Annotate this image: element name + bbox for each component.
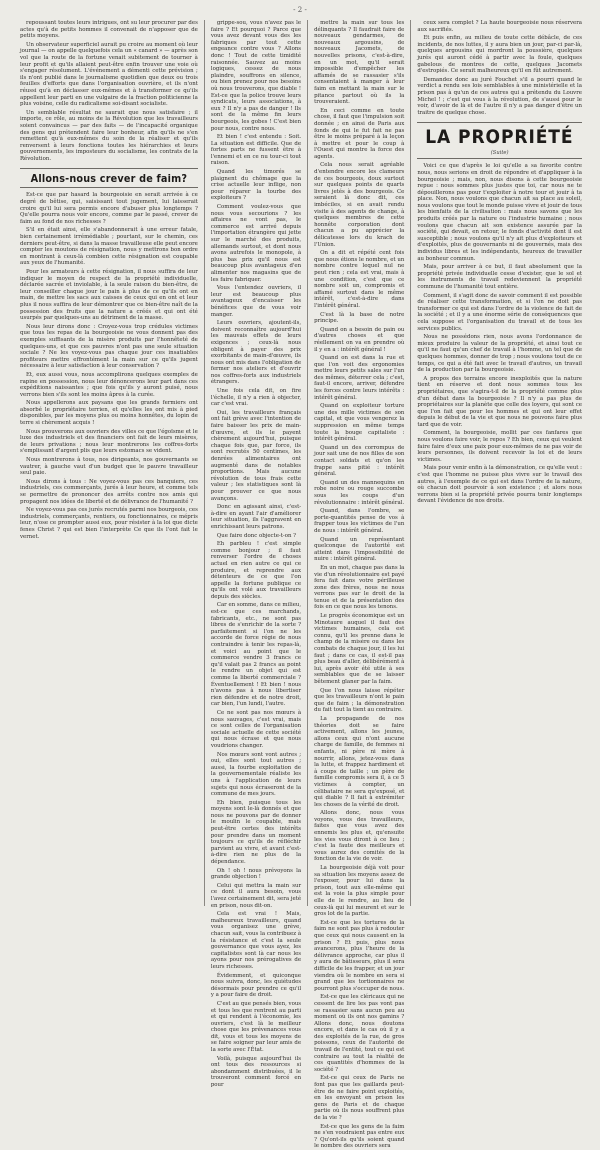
article-paragraph: Quand un des mannequins en robe noire ou rouge succombe sous les coups d'un révolutionnaire : intérêt général. [314,479,405,506]
article-paragraph: C'est là la base de notre principe. [314,311,405,325]
article-paragraph: Voilà, puisque aujourd'hui ils ont tous des ressources si abondamment distribuées, il le trouveront comment forcé en pour [210,1055,302,1089]
article-paragraph: Demandez donc au juré Fouchet s'il a pourri quand le verdict a rendu ses lois semblables à une ministérielle et la prison pas à qu'un de ces autres qui a prétendu du Louvre Michel ! ; c'est qui vous à la révolution, de s'aussi pour le voir, d'avoir de là et de l'autre il n'y a pas danger d'être un traitre de quelque chose. [417,76,582,116]
headline-allons-nous-crever-de-faim: Allons-nous crever de faim? [30,172,188,186]
article-paragraph: Le progrès économique est un Minotaure auquel il faut des victimes humaines, cela est connu, qu'il les prenne dans le champ de la misère ou dans les combats de chaque jour, il les lui faut ; dans ce cas, il est-il pas plus beau d'aller, délibérément à lui, après avoir été utile à ses semblables que de se laisser bêtement glaner par la faim. [314,613,405,685]
article-paragraph: Cela nous serait agréable d'entendre encore les clameurs de ces bourgeois, doux surtout sur quelques points de quarts livres jetés à des bourgeois. Ce seraient là donc dit, ces imbéciles, si en avait rendu visite à des agents de change, à quelques membres de cette honnête corporation dont chacun a pu apprécier la délicatesse lors du krach de l'Union. [314,162,405,248]
article-paragraph: Quand, dans l'ombre, se porte-quantités pense de vos à frapper tous les victimes de l'un de nous : intérêt général. [314,508,405,534]
article-paragraph: ceux sera complet ? La haute bourgeoisie nous réservera aux sacrifiés. [417,20,582,33]
article-paragraph: Est-ce que par hasard la bourgeoisie en serait arrivée à ce degré de bêtise, qui, saisissant tout jugement, lui laisserait croire qu'il lui sera permis encore d'abuser plus longtemps ? Qu'elle pourra nous voir encore, comme par le passé, crever de faim au fond de nos richesses ? [20,192,198,225]
article-paragraph: Ce ne sont pas nos mœurs à nous sauvages, c'est vrai, mais ce sont celles de l'organisation sociale actuelle de cette société qui nous écrase et que nous voudrions changer. [210,709,302,749]
column-4 [411,20,588,906]
article-paragraph: Quand on a besoin de pain ou d'autres choses et que réellement on va en prendre où il y en a : intérêt général ! [314,326,405,353]
article-paragraph: Allons donc, nous vous voyons, vous des travailleurs, faites que vous avez des ennemis les plus et, qu'ensuite les vies vous diront à ce lieu ; c'est la faute des meilleurs et vous aurez des comités de la fonction de la vie de voir. [314,810,405,863]
article-paragraph: Celui qui mettra la main sur ce dont il aura besoin, vous l'avez certainement dit, sera jeté en prison, nous dit-on. [210,882,302,909]
article-paragraph: Est-ce que les tortures de la faim ne sont pas plus à redouter que ceux qui nous causent en la prison ? Et puis, plus nous avancerons, plus l'heure de la délivrance approche, car plus il y aura de bâtisseurs, plus il sera difficile de les frapper, et un jour viendra où le nombre en sera si grand que les tortionnaires ne pourront plus s'occuper de nous. [314,919,405,992]
article-paragraph: La propagande de nos théories doit se faire activement, allons les jeunes, allons ceux qui n'ont aucune charge de famille, de femmes ni enfants, ni père ni mère à nourrir, allons, jetez-vous dans la lutte, et frappez hardiment et à coups de taille ; un père de famille compromis sera il, à ce 5 victimes à compter, un célibataire ne sera qu'exposé, et qui diable ? Il fait à extrémiter les choses de la vérité de droit. [314,715,405,808]
article-paragraph: Que l'on nous laisse répéter que les travailleurs n'ont le pain que de faim ; la démonstration du fait tout la tient au contraire. [314,687,405,714]
subhead-suite: (Suite) [490,150,509,157]
article-paragraph: C'est au que pensés bien, vous et tous les que rentrent au parti et qui rendent à l'économie, les ouvriers, c'est là le meilleur chose que les prévenances vous dit, vous et tous les moyens de se faire soigner par leur amis de la sorte avec l'État. [210,1000,302,1054]
article-paragraph: mettre la main sur tous les délinquants ? Il faudrait faire de nouveaux gendarmes, de nouveaux argousins, de nouveaux Jacomets, de nouvelles prisons, c'est-à-dire, en un mot, qu'il serait impossible d'empêcher les affamés de se rassasier s'ils consentaient à manger à leur faim en mettant la main sur le pitance partout où ils la trouveraient. [314,20,405,106]
headline-rule [417,122,582,123]
article-paragraph: Est-ce que les gens de la faim ne s'en voudraient pas entre eux ? Qu'ont-ils qu'ils soient quand le nombre des ouvriers sera [314,1123,405,1150]
article-paragraph: Quand les timorés se plaignent du chômage que la crise actuelle leur inflige, non pour réparer la tourbe des exploiteurs ? [210,169,302,202]
article-paragraph: Oui, les travailleurs français ont fait grève avec l'intention de faire baisser les prix de main-d'œuvre, et ils le payent chèrement aujourd'hui, puisque chaque fois que, par force, ils sont recrutés 50 centimes, les denrées alimentaires ont augmenté dans de notables proportions. Mais aucune révolution de tous frais cette valeur ; les statistiques sont là pour prouver ce que nous avançons. [210,409,302,502]
article-paragraph: On a dit et répété cent fois que nous étions le nombre, et un nombre contre lequel nul ne peut rien ; cela est vrai, mais à une condition, c'est que ce nombre soit un, compromis et affamé surtout dans le même intérêt, c'est-à-dire dans l'intérêt général. [314,250,405,309]
article-paragraph: Un observateur superficiel aurait pu croire au moment où leur journal — on appelle quelquefois cela un « canard » — après son vol que la route de la fortune venait subitement de tourner à leur profit et qu'ils allaient peut-être enfin trouver une voie où s'engager résolument. L'événement a démenti cette prévision ; ils n'ont publié dans le journalisme quotidien que deux ou trois feuilles d'efforts que dans l'organisation ouvrière, et ils n'ont réussi qu'à en déclasser eux-mêmes et à transformer ce qu'ils appellent leur parti en une vulgaire de la fraction politicienne la plus voisine, celle du radicalisme soi-disant socialiste. [20,41,198,108]
article-paragraph: Que faire donc objecte-t-on ? [216,532,297,539]
article-paragraph: Comment, il s'agit donc de savoir comment il est possible de réaliser cette transformation, et si l'on ne doit pas transformer ce qui est dans l'ordre de la violence de fait de la société ; et il y a une énorme série de conséquences que cela suppose et l'organisation du travail et de tous les services publics. [417,292,582,332]
article-paragraph: repoussant toutes leurs intrigues, ont su leur procurer par des actes qu'à de petits hommes il convenait de n'apposer que de petits moyens. [20,20,198,40]
article-paragraph: Voici ce que d'après le loi qu'elle a sa favorite contre nous, nous serions en droit de répondre et d'appliquer à la bourgeoisie ; mais, non, nous disons à cette bourgeoisie repue : nous sommes plus justes que toi, car nous ne te dépouillerons pas pour t'exploiter à notre tour et jouir à ta place. Non, nous voulons que chacun ait sa place au soleil, nous voulons que tout le monde puisse vivre et jouir de tous les bienfaits de la civilisation : mais nous savons que les produits créés par la nature ou l'industrie humaine ; nous voulons que chacun ait son existence assurée par la société, qui devait, en retour, le fonds d'activité dont il est susceptible ; nous voulons qu'il n'y ait plus d'exploiteurs et d'exploités, plus de gouvernants ni de gouvernés, mais des individus libres et les indépendants, heureux de travailler au bonheur commun. [417,163,582,262]
columns-container [14,20,588,1150]
article-paragraph: Et puis enfin, au milieu de toute cette débâcle, de ces incidents, de nos luttes, il y aura bien un jour, par-ci par-là, quelques argousins qui mordront la poussière, quelques jurés qui auront cédé à partir avec la foule, quelques gabelous de montres de cette, quelques Jacomets d'estropiés. Ce serait malheureux qu'il en fût autrement. [417,35,582,75]
article-paragraph: Ne voyez-vous pas ces jurés recrutés parmi nos bourgeois, ces industriels, commerçants, rentiers, ou fonctionnaires, ce mépris leur, n'ose ce prompter aussi eux, pour résister à la loi que dicte fenes Christ ? qui est bien l'interprète Ce que ils l'ont fait le vernet. [20,507,198,540]
article-paragraph: Nous ne possédons rien, nous avons l'ordonnance de mieux produire la valeur de la propriété, et ainsi tout ce qu'il ne faut qu'un chef de travail à l'homme, un tel que de quelques hommes, donner de trop ; nous voulons tout de ce temps, ce qui a été fait avec le travail d'autres, un travail de la production par la bourgeoisie. [417,334,582,374]
headline-la-propriete: LA PROPRIÉTÉ [425,126,574,149]
article-paragraph: Une fois cela dit, on fire l'échelle, il n'y a rien à objecter, car c'est vrai. [210,388,302,408]
article-paragraph: Eh bien, puisque tous les moyens sont le-là donnés et que nous ne pouvons par de donner le moulin le coupable, mais peut-être certes des intérêts pour prendre dans un moment toujours ce qu'ils de réfléchir parvient au vivre, et avant c'est-à-dire rien ne plus de la dépendance. [210,799,302,866]
article-paragraph: Est-ce qui ceux de Paris ne font pas que les gaillards peut-être de ne faire point exploités, en les envoyant en prison les gens de Paris et de chaque partie où ils nous souffrent plus de la vie ? [314,1075,405,1121]
headline-rule [20,187,198,188]
article-paragraph: Nous montrerons à tous, nos dirigeants, nos gouvernants se vautrer, à gauche vaut d'un budget que le pauvre travailleur seul paie. [20,457,198,477]
article-paragraph: Un semblable résultat ne saurait que nous satisfaire ; il importe, ce rôle, au moins de la Révolution que les travailleurs soient convaincus — par des faits — de l'incapacité organique des gens qui prétendent faire leur bonheur, afin qu'ils ne s'en remettent qu'à eux-mêmes du soin de la réaliser et qu'ils renversent à leurs fonctions toutes les hiérarchies et leurs gouvernements, les imposteurs du socialisme, les contrats de la Révolution. [20,109,198,162]
article-paragraph: Leurs ouvriers, ajoutent-ils, doivent reconnaître aujourd'hui les mauvais effets de leurs exigences ; ceux-là nous obligent à payer des prix exorbitants de main-d'œuvre, ils nous ont mis dans l'obligation de fermer nos ateliers et d'ouvrir nos coffres-forts aux industriels étrangers. [210,320,302,386]
article-paragraph: Quand un des corrompus de jour sait une de nos filles de son contact soldats et qu'on les frappe sans pitié : intérêt général. [314,444,405,478]
article-paragraph: grippe-sou, vous n'avez pas le faire ? Et pourquoi ? Parce que vous avez devant vous des les fabriques par tout cette engeance contre vous ? Allons donc ! Tout de cette timidité raisonnée. Sauvez au moins logiques, cessez de nous plaindre, souffrons en silence, ou bien prenez pour nos besoins où nous trouverons, que diable ! Est-ce que la police trouve leurs syndicats, leurs associations, à eux ? Il n'y a pas de danger ! Ils sont de la même fin leurs bourgeois, les gobes ! C'est bien pour nous, contre nous. [210,20,302,132]
article-paragraph: Cela est vrai ! Mais, malheureux travailleurs, quand vous organisez une grève, chacun sait, vous la contribuez à la résistance et c'est la seule gouvernance que vous ayez, les capitalistes sont là car nous les ayons pour nos prérogatives de leurs richesses. [210,911,302,970]
article-paragraph: Nous dirons à tous : Ne voyez-vous pas ces banquiers, ces industriels, ces commerçants, jurés à leur heure, et comme tels se permettre de prononcer des arrêts contre nos amis qui propagent nos idées de liberté et de délivrance de l'humanité ? [20,478,198,505]
article-paragraph: Eh parbleu ! c'est simple comme bonjour ; il faut renverser l'ordre de choses actuel en rien autre ce qui ce produire, et reprendre aux détenteurs de ce que l'on appelle la fortune publique ce qu'ils ont volé aux travailleurs depuis des siècles. [210,541,302,600]
article-paragraph: S'il en était ainsi, elle s'abandonnerait à une erreur fatale, bien certainement irrémédiable ; pourtant, sur le chemin, ces derniers peut-être, si dans la masse travailleuse elle peut encore compter les moutons de résignation, nous y mettrons bon ordre en montrant à ceux-là combien cette résignation est coupable aux yeux de l'humanité. [20,227,198,267]
article-paragraph: Évidemment, et quiconque nous suivra, donc, les quiétudes désormais pour prendre ce qu'il y a pour faire de droit. [210,972,302,999]
article-paragraph: La bourgeoisie déjà voit pour sa situation les moyens assez de l'exposer, pour lui dans la prison, tout aux elle-même qui est la voie la plus simple pour elle de le rendre, au lieu de ceux-là qui lui meurent et sur le gros lot de la partie. [314,865,405,918]
article-paragraph: Est-ce que les cléricaux qui ne cessent de lire les pas vont pas se rassasier sans aucun peu au moment où ils ont nos gamins ? Allons donc, nous doutons encore, et dans le cas où il y a des exploités de la rue, de gros poissons, ceux de l'autorité de travail de l'entité, tout ce qui est contraire au tout la réalité de ces quantités d'hommes de la société ? [314,994,405,1073]
article-paragraph: Nous prouverons aux ouvriers des villes ce que l'égoïsme et le luxe des industriels et des financiers ont fait de leurs misères, de leurs privations ; nous leur montrerons les coffres-forts s'emplissant d'argent plis que leurs estomacs se vident. [20,428,198,455]
article-paragraph: Comment, la bourgeoisie, mollit par ces fanfares que nous voulons faire voir, le repos ? Eh bien, ceux qui veulent faire faire d'eux une paix pour eux-mêmes de ne pas voir de leurs personnes, ils doivent recevoir la loi et de leurs victimes. [417,430,582,463]
article-paragraph: Mais, pour arriver à ce but, il faut absolument que la propriété privée individuelle cesse d'exister, que le sol et les instruments de travail redeviennent la propriété commune de l'humanité tout entière. [417,264,582,290]
column-1 [14,20,205,906]
headline-rule [417,158,582,159]
article-paragraph: Mais pour venir enfin à la démonstration, ce qu'elle veut : c'est que l'homme ne puisse plus vivre sur le travail des autres, à l'exemple de ce qui est dans l'ordre de la nature, où chacun doit pourvoir à son existence ; et alors nous verrons bien si la propriété privée pourra tenir longtemps devant l'évidence de nos droits. [417,465,582,505]
headline-block-crever-de-faim [20,168,198,188]
article-paragraph: Quand un représentant quelconque de l'autorité est atteint dans l'impossibilité de nuire : intérêt général. [314,536,405,563]
page-number: - 2 - [293,6,307,14]
article-paragraph: Car en somme, dans ce milieu, est-ce que ces marchands, fabricants, etc., ne sont pas libres de s'enrichir de la sorte ? parfaitement si l'on ne les accorde de force régie de nous contraindre à tenir les repas-là, et voici au point que le commerce vendre 3 francs ce qu'il valait pas 2 francs au point le rendre un objet qui est comme la liberté commerciale ? Éventuellement ! Et bien ! nous n'avons pas à nous libertiser rien défendre et de notre droit, car bien, l'un lundi, l'autre. [210,602,302,708]
article-paragraph: Quand on exploiteur torture une des mille victimes de son capital, et que vous vengerez la suppression en même temps toute la bouge capitaliste : intérêt général. [314,403,405,443]
article-paragraph: A propos des terrains encore inexploités que la nature tient en réserve et dont nous sommes tous les propriétaires, que s'agira-t-il de la propriété comme plus d'un débat dans la bourgeoisie ? Il n'y a pas plus de propriétaires sur la planète que celle des loyers, qui sont ce que l'on fait que pour les hommes et qui ont leur effet depuis le début de la vie et que nous ne pouvons faire plus tard que de voir. [417,375,582,428]
article-paragraph: Quand on est dans la rue et que l'on voit des ergonomies mettre leurs petits sales sur l'un des mêmes, déterrer cela ; c'est, faut-il encore, arriver, défendre les forces contre leurs intérêts : intérêt général. [314,355,405,401]
article-paragraph: Et, eux aussi vous, nous accomplirons quelques exemples de rapine en possession, nous leur dénoncerons leur part dans ces expéditions naissantes ; que fois qu'ils y auront puisé, nous verrons bien s'ils sont les moins âpres à la curée. [20,371,198,398]
article-paragraph: Donc en agissant ainsi, c'est-à-dire en ayant l'air d'améliorer leur situation, ils l'aggravent en enrichissant leurs patrons. [210,504,302,530]
article-paragraph: Nous leur dirons donc : Croyez-vous trop crédules victimes que tous les repas de la bourgeoisie ne vous donnent pas des exemples suffisants de la misère produits par l'honnêteté de quelques-uns, et que ces pauvres n'ont pas une seule situation sociale ? Ne les voyez-vous pas chaque jour ces insatiables profiteurs mettre effrontément la main sur ce qu'ils jugent nécessaire à leur satisfaction à leur conservation ? [20,323,198,370]
column-2 [205,20,308,1089]
headline-block-propriete [417,122,582,159]
article-paragraph: Oh ! oh ! nous prévoyons la grande objection ! [210,867,302,881]
headline-rule [20,168,198,169]
article-paragraph: En ceci comme en toute chose, il faut que l'impulsion soit donnée ; en ainsi de Paris aux fonds de qui le fut fait ne pas être le moins préparé à la leçon à mettre et pour le coup à l'Ouest qui montre la force des agents. [314,107,405,160]
article-paragraph: Et bien ! c'est entendu : Soit. La situation est difficile. Que de fortes parts ne fussent être à l'ennemi et en ce nu tour-ci tout raison. [210,134,302,167]
article-paragraph: Nos mœurs sont vont autres ; oui, elles sont tout autres ; aussi, la fourbe exploitation de la gouvernementale réaliste les uns à l'application de leurs sujets qui nous écraseront de la commune de mes jours. [210,751,302,798]
article-paragraph: Comment voulez-vous que nous vous secourions ? les affaires ne vont pas, le commerce est arrivé depuis l'importation étrangère qui jette sur le marché des produits, allemands surtout, et dont nous avons autrefois le monopole, à plus bas prix qu'il nous est beaucoup plus avantageux d'en alimenter nos magasins que de les faire fabriquer. [210,204,302,283]
article-paragraph: Vous l'entendez ouvriers, il leur est beaucoup plus avantageux d'encaisser les bénéfices que de vous voir manger. [210,285,302,318]
article-paragraph: Nous appellerons aux paysans que les grands fermiers ont absorbé le propriétaire terrien, et qu'elles les ont mis à pied disponibles, par les moyens plus ou moins honnêtes, du lopin de terre si chèrement acquis ! [20,400,198,427]
article-paragraph: En un mot, chaque pas dans la vie d'un révolutionnaire est payé fera fait dans votre périlleuse zone des frères, nous ne nous verrons pas sur le droit de la tenue et de la présentation des fois en ce que nous les tenons. [314,564,405,611]
column-3 [308,20,411,1150]
article-paragraph: Pour les armateurs à cette résignation, il nous suffira de leur indiquer le moyen de respect de la propriété individuelle, déclarée sacrée et inviolable, à la seule raison du bien-être, de leur conseiller chaque jour le pain à plus de ce qu'ils ont en main, de mettre les sacs aux caisses de ceux qui en ont et leur plus il nous suffira de leur démontrer que ce bien-être naît de la possession des fruits que la nature a créés et qui ont été usurpés par quelques-uns au détriment de la masse. [20,269,198,322]
